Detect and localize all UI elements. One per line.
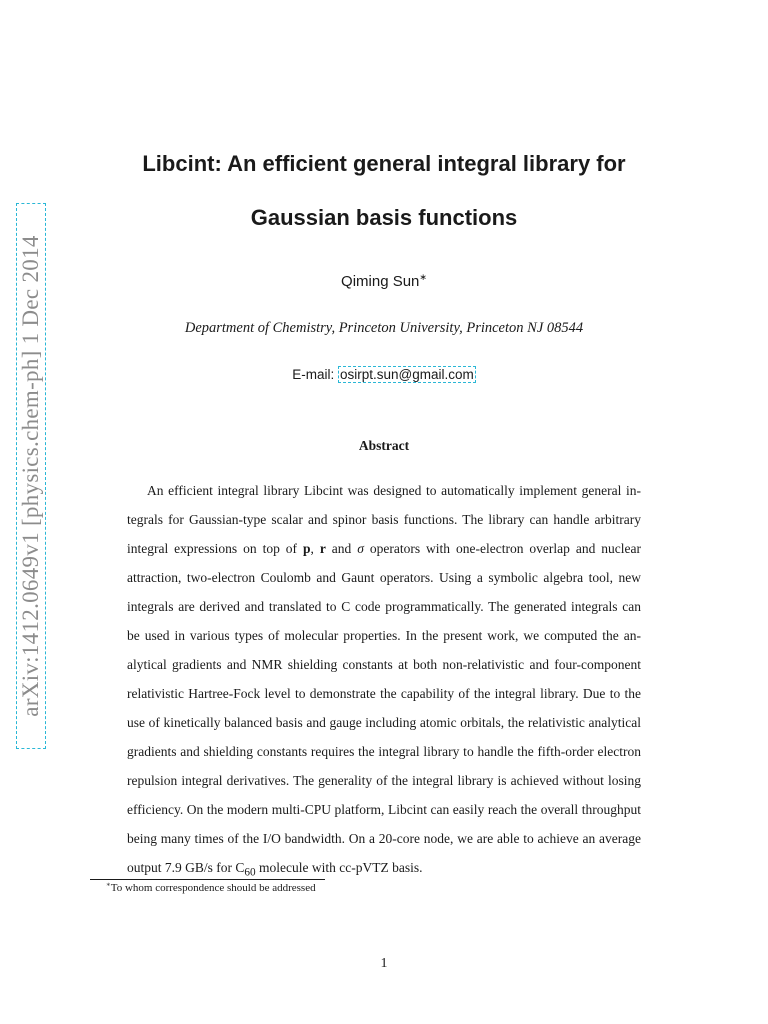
operator-p: p (302, 541, 311, 556)
abstract-line: attraction, two-electron Coulomb and Gaunt operators. Using a symbolic algebra tool, new (127, 570, 641, 585)
abstract-line (127, 853, 641, 882)
abstract-line: use of kinetically balanced basis and gauge including atomic orbitals, the relativistic analytical (127, 715, 641, 730)
footnote-divider (90, 879, 325, 880)
abstract-line: being many times of the I/O bandwidth. On a 20-core node, we are able to achieve an average (127, 831, 641, 846)
abstract-line: An efficient integral library Libcint was designed to automatically implement general in- (147, 483, 641, 498)
paper-title-line-1: Libcint: An efficient general integral library for (142, 151, 626, 176)
abstract-line: tegrals for Gaussian-type scalar and spinor basis functions. The library can handle arbitrary (127, 512, 641, 527)
abstract-text: operators with one-electron overlap and nuclear (363, 541, 641, 556)
abstract-line: relativistic Hartree-Fock level to demonstrate the capability of the integral library. Due to the (127, 686, 641, 701)
paper-title-line-2: Gaussian basis functions (250, 205, 518, 230)
abstract-line: repulsion integral derivatives. The generality of the integral library is achieved without losing (127, 773, 641, 788)
arxiv-id: arXiv:1412.0649v1 [physics.chem-ph] 1 Dec 2014 (18, 235, 43, 717)
abstract-text: , (310, 541, 320, 556)
email-line (0, 367, 768, 382)
author-footnote-mark: ∗ (419, 272, 427, 282)
abstract-line (127, 534, 641, 563)
abstract-line: integrals are derived and translated to C code programmatically. The generated integrals can (127, 599, 641, 614)
email-link[interactable]: osirpt.sun@gmail.com (340, 367, 474, 382)
operator-r: r (319, 541, 326, 556)
email-label: E-mail: (292, 367, 338, 382)
page-number: 1 (380, 956, 388, 971)
affiliation: Department of Chemistry, Princeton University, Princeton NJ 08544 (184, 320, 584, 336)
abstract-text: and (325, 541, 358, 556)
footnote-mark: ∗ (106, 880, 111, 889)
operator-sigma: σ (357, 541, 364, 556)
abstract-text: output 7.9 GB/s for C (127, 860, 245, 875)
abstract-line: gradients and shielding constants requires the integral library to handle the fifth-order electron (127, 744, 641, 759)
author (0, 273, 768, 290)
abstract-line: efficiency. On the modern multi-CPU platform, Libcint can easily reach the overall throughput (127, 802, 641, 817)
abstract-line: alytical gradients and NMR shielding constants at both non-relativistic and four-component (127, 657, 641, 672)
abstract-heading: Abstract (358, 438, 410, 453)
abstract-line: be used in various types of molecular properties. In the present work, we computed the an- (127, 628, 641, 643)
subscript-60: 60 (244, 866, 256, 879)
author-name: Qiming Sun (341, 273, 420, 290)
abstract-text: molecule with cc-pVTZ basis. (255, 860, 423, 875)
footnote (106, 882, 316, 894)
abstract-body (127, 476, 641, 882)
abstract-text: integral expressions on top of (127, 541, 303, 556)
footnote-text: To whom correspondence should be addressed (110, 882, 316, 894)
